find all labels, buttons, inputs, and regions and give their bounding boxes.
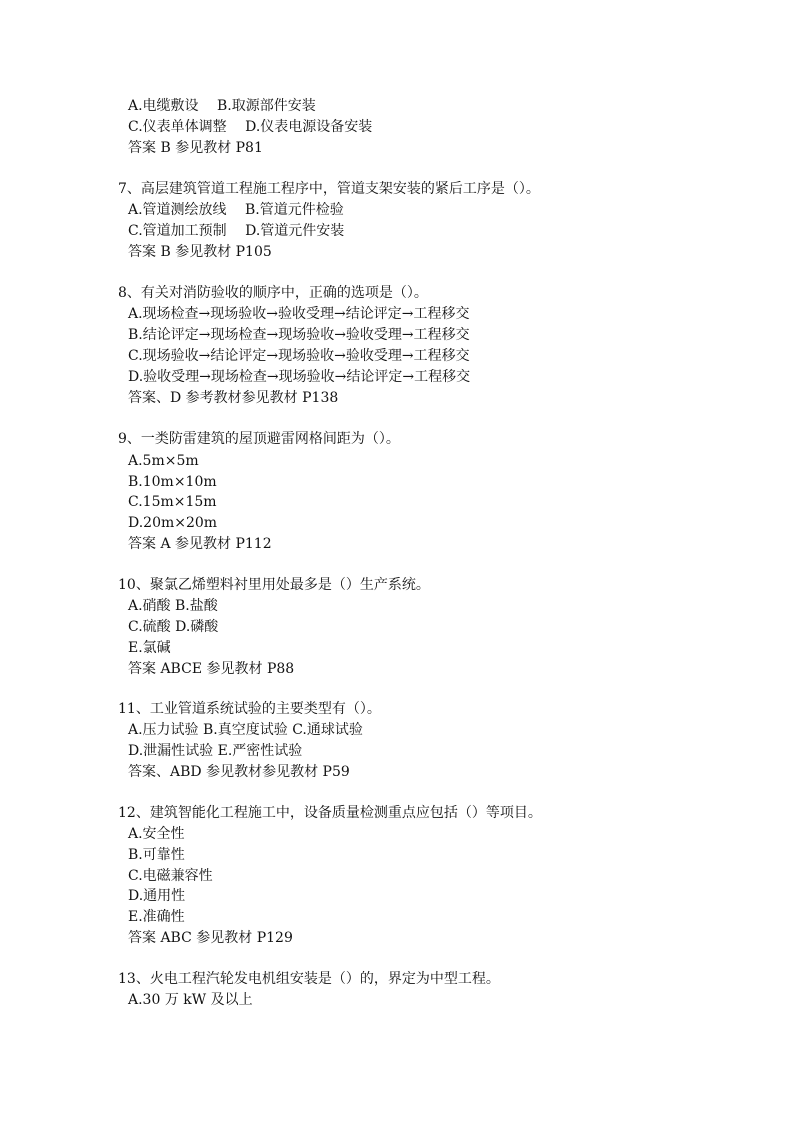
option-line: A.5m×5m (128, 453, 199, 469)
answer-line: 答案、D 参考教材参见教材 P138 (128, 390, 339, 406)
option-line: A.30 万 kW 及以上 (128, 992, 253, 1008)
option-line: E.氯碱 (128, 640, 171, 656)
question-line: 13、火电工程汽轮发电机组安装是（）的，界定为中型工程。 (118, 971, 500, 987)
option-line: D.通用性 (128, 888, 186, 904)
question-line: 11、工业管道系统试验的主要类型有（）。 (118, 701, 381, 717)
answer-line: 答案 B 参见教材 P105 (128, 244, 272, 260)
option-line: A.硝酸 B.盐酸 (128, 598, 218, 614)
answer-line: 答案 ABCE 参见教材 P88 (128, 661, 295, 677)
option-line: B.结论评定→现场检查→现场验收→验收受理→工程移交 (128, 327, 470, 343)
option-line: A.现场检查→现场验收→验收受理→结论评定→工程移交 (128, 306, 470, 322)
answer-line: 答案、ABD 参见教材参见教材 P59 (128, 764, 350, 780)
option-line: C.硫酸 D.磷酸 (128, 619, 219, 635)
option-line: C.15m×15m (128, 494, 217, 510)
answer-line: 答案 A 参见教材 P112 (128, 536, 272, 552)
question-line: 7、高层建筑管道工程施工程序中，管道支架安装的紧后工序是（）。 (118, 181, 540, 197)
option-line: C.现场验收→结论评定→现场验收→验收受理→工程移交 (128, 348, 470, 364)
option-line: D.泄漏性试验 E.严密性试验 (128, 743, 303, 759)
option-line: A.安全性 (128, 826, 185, 842)
question-line: 12、建筑智能化工程施工中，设备质量检测重点应包括（）等项目。 (118, 805, 542, 821)
option-line: C.管道加工预制 D.管道元件安装 (128, 223, 345, 239)
option-line: D.20m×20m (128, 515, 218, 531)
answer-line: 答案 ABC 参见教材 P129 (128, 930, 293, 946)
question-line: 8、有关对消防验收的顺序中，正确的选项是（）。 (118, 285, 428, 301)
option-line: A.管道测绘放线 B.管道元件检验 (128, 202, 344, 218)
answer-line: 答案 B 参见教材 P81 (128, 140, 263, 156)
question-line: 9、一类防雷建筑的屋顶避雷网格间距为（）。 (118, 431, 400, 447)
option-line: E.准确性 (128, 909, 185, 925)
option-line: A.电缆敷设 B.取源部件安装 (128, 98, 316, 114)
option-line: B.10m×10m (128, 474, 217, 490)
option-line: B.可靠性 (128, 847, 185, 863)
option-line: C.电磁兼容性 (128, 868, 213, 884)
option-line: C.仪表单体调整 D.仪表电源设备安装 (128, 119, 373, 135)
question-line: 10、聚氯乙烯塑料衬里用处最多是（）生产系统。 (118, 577, 430, 593)
option-line: D.验收受理→现场检查→现场验收→结论评定→工程移交 (128, 369, 471, 385)
option-line: A.压力试验 B.真空度试验 C.通球试验 (128, 722, 363, 738)
